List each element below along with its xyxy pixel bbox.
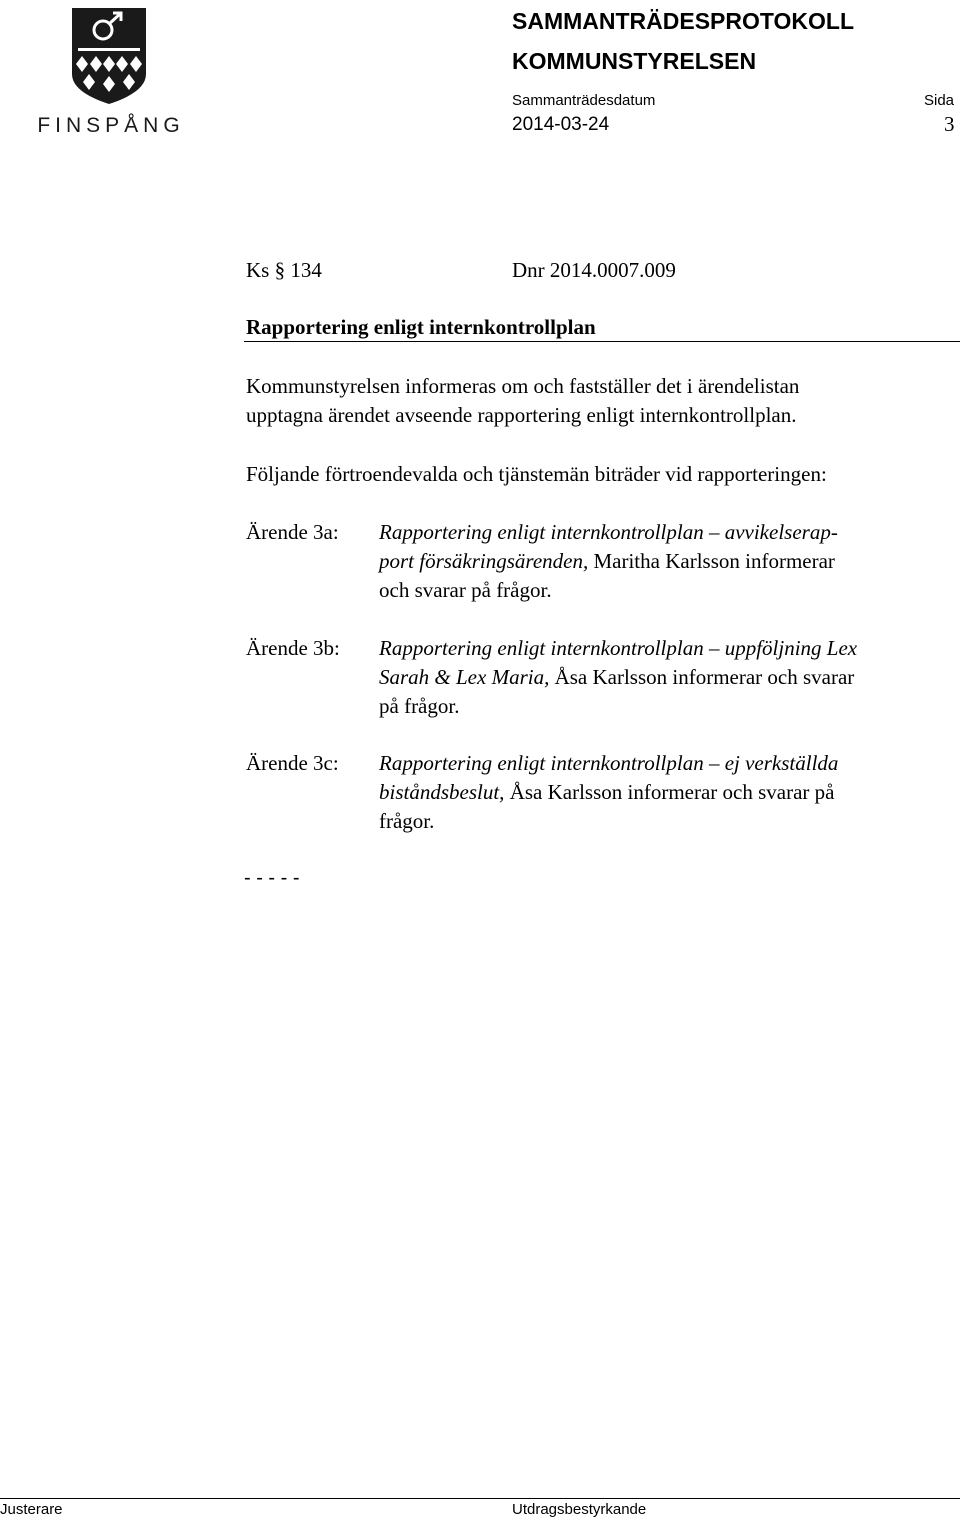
footer-divider [0, 1498, 960, 1499]
footer-utdragsbestyrkande: Utdragsbestyrkande [512, 1501, 647, 1518]
intro-line-1: Kommunstyrelsen informeras om och fastställer det i ärendelistan [246, 374, 800, 398]
item-3c-line-1: Rapportering enligt internkontrollplan – ej verkställda [379, 751, 839, 775]
footer-justerare: Justerare [0, 1501, 63, 1518]
logo-wordmark: FINSPÅNG [37, 114, 185, 137]
finspang-logo [36, 6, 186, 136]
item-label-3a: Ärende 3a: [246, 520, 339, 544]
meeting-date-label: Sammanträdesdatum [512, 92, 656, 109]
item-label-3b: Ärende 3b: [246, 636, 340, 660]
item-label-3c: Ärende 3c: [246, 751, 339, 775]
coat-of-arms-icon [70, 6, 148, 106]
item-3a-line-1: Rapportering enligt internkontrollplan – avvikelserap- [379, 520, 838, 544]
title-divider [244, 341, 960, 342]
page-number: 3 [944, 112, 955, 136]
item-3c-line-2: biståndsbeslut, Åsa Karlsson informerar och svarar på [379, 780, 835, 804]
item-3a-line-3: och svarar på frågor. [379, 578, 552, 602]
item-3b-line-1: Rapportering enligt internkontrollplan – uppföljning Lex [379, 636, 858, 660]
board-name: KOMMUNSTYRELSEN [512, 48, 757, 74]
item-3b-line-2: Sarah & Lex Maria, Åsa Karlsson informerar och svarar [379, 665, 855, 689]
dnr-number: Dnr 2014.0007.009 [512, 258, 676, 282]
item-3b-line-3: på frågor. [379, 694, 460, 718]
meeting-date-value: 2014-03-24 [512, 114, 610, 135]
document-title: SAMMANTRÄDESPROTOKOLL [512, 8, 855, 34]
page-label: Sida [924, 92, 955, 109]
item-3a-line-2: port försäkringsärenden, Maritha Karlsson informerar [379, 549, 835, 573]
item-3c-line-3: frågor. [379, 809, 435, 833]
case-title: Rapportering enligt internkontrollplan [246, 315, 596, 339]
end-marker: - - - - - [244, 867, 300, 889]
participants-intro: Följande förtroendevalda och tjänstemän biträder vid rapporteringen: [246, 462, 827, 486]
ks-number: Ks § 134 [246, 258, 322, 282]
intro-line-2: upptagna ärendet avseende rapportering enligt internkontrollplan. [246, 403, 797, 427]
